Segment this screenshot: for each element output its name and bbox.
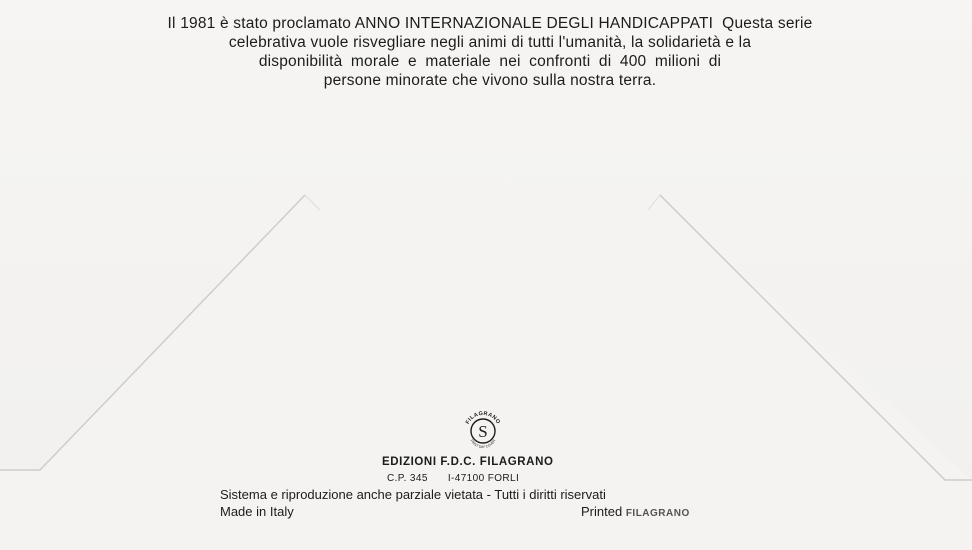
intro-line-1-caps: ANNO INTERNAZIONALE DEGLI HANDICAPPATI: [354, 15, 714, 32]
rights-notice: Sistema e riproduzione anche parziale vietata - Tutti i diritti riservati: [220, 487, 606, 502]
postal-box: C.P. 345: [387, 473, 428, 484]
printed-label: Printed: [581, 504, 626, 519]
filagrano-logo: [462, 410, 504, 452]
logo-letter: S: [478, 422, 488, 441]
intro-line-1: [80, 14, 900, 33]
intro-paragraph: [80, 14, 900, 90]
intro-line-3: disponibilità morale e materiale nei confronti di 400 milioni di: [258, 53, 722, 70]
intro-line-1-end: Questa serie: [713, 15, 813, 32]
intro-line-4: persone minorate che vivono sulla nostra terra.: [323, 72, 657, 89]
printed-by: [581, 504, 690, 519]
intro-line-2: celebrativa vuole risvegliare negli animi di tutti l'umanità, la solidarietà e la: [228, 34, 752, 51]
printed-brand: FILAGRANO: [625, 508, 690, 519]
logo-ring-subtext: FIRST DAY COVER: [469, 438, 497, 450]
postal-city: I-47100 FORLI: [447, 473, 520, 484]
publisher-name: EDIZIONI F.D.C. FILAGRANO: [382, 456, 554, 468]
publisher-address: [387, 473, 519, 484]
made-in-label: Made in Italy: [220, 504, 294, 519]
intro-line-1-start: Il 1981 è stato proclamato: [167, 15, 355, 32]
logo-ring-text: FILAGRANO: [464, 410, 502, 426]
